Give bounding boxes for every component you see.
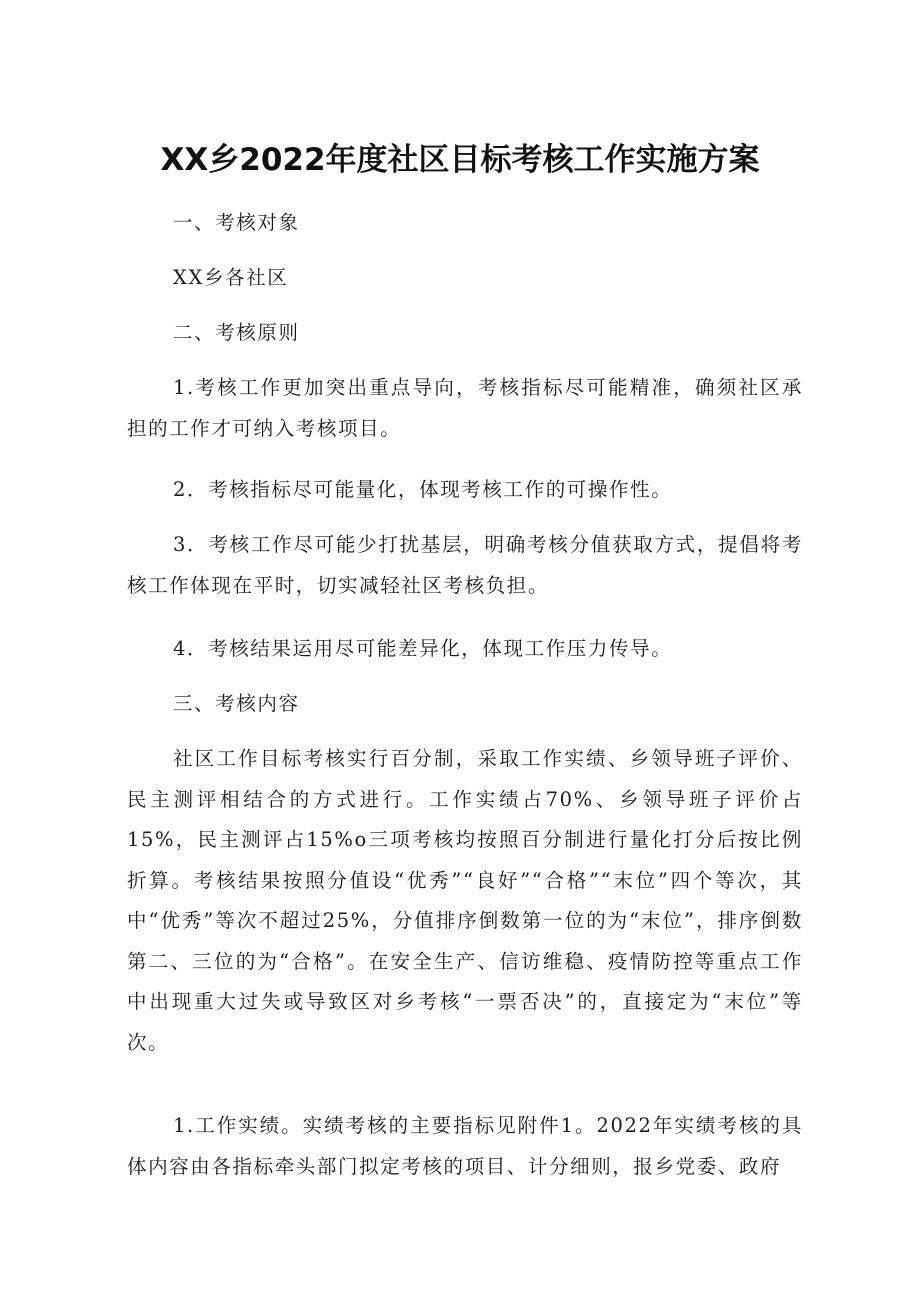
section-heading-1: 一、考核对象 [173,211,300,234]
paragraph-principle-3: 3．考核工作尽可能少打扰基层，明确考核分值获取方式，提倡将考核工作体现在平时，切实减轻社区考核负担。 [127,533,803,597]
paragraph-assessment-target: XX乡各社区 [173,266,289,289]
document-title: XX乡2022年度社区目标考核工作实施方案 [160,142,760,178]
paragraph-principle-1: 1.考核工作更加突出重点导向，考核指标尽可能精准，确须社区承担的工作才可纳入考核项目。 [127,376,803,440]
paragraph-work-performance: 1.工作实绩。实绩考核的主要指标见附件1。2022年实绩考核的具体内容由各指标牵头部门拟定考核的项目、计分细则，报乡党委、政府 [127,1114,803,1178]
paragraph-assessment-content: 社区工作目标考核实行百分制，采取工作实绩、乡领导班子评价、民主测评相结合的方式进行。工作实绩占70%、乡领导班子评价占15%，民主测评占15%o三项考核均按照百分制进行量化打分后按比例折算。考核结果按照分值设“优秀”“良好”“合格”“末位”四个等次，其中“优秀”等次不超过25%，分值排序倒数第一位的为“末位”，排序倒数第二、三位的为“合格”。在安全生产、信访维稳、疫情防控等重点工作中出现重大过失或导致区对乡考核“一票否决”的，直接定为“末位”等次。 [127,747,803,1054]
paragraph-principle-2: 2．考核指标尽可能量化，体现考核工作的可操作性。 [173,478,673,501]
section-heading-3: 三、考核内容 [173,692,300,715]
section-heading-2: 二、考核原则 [173,321,300,344]
paragraph-principle-4: 4．考核结果运用尽可能差异化，体现工作压力传导。 [173,637,673,660]
